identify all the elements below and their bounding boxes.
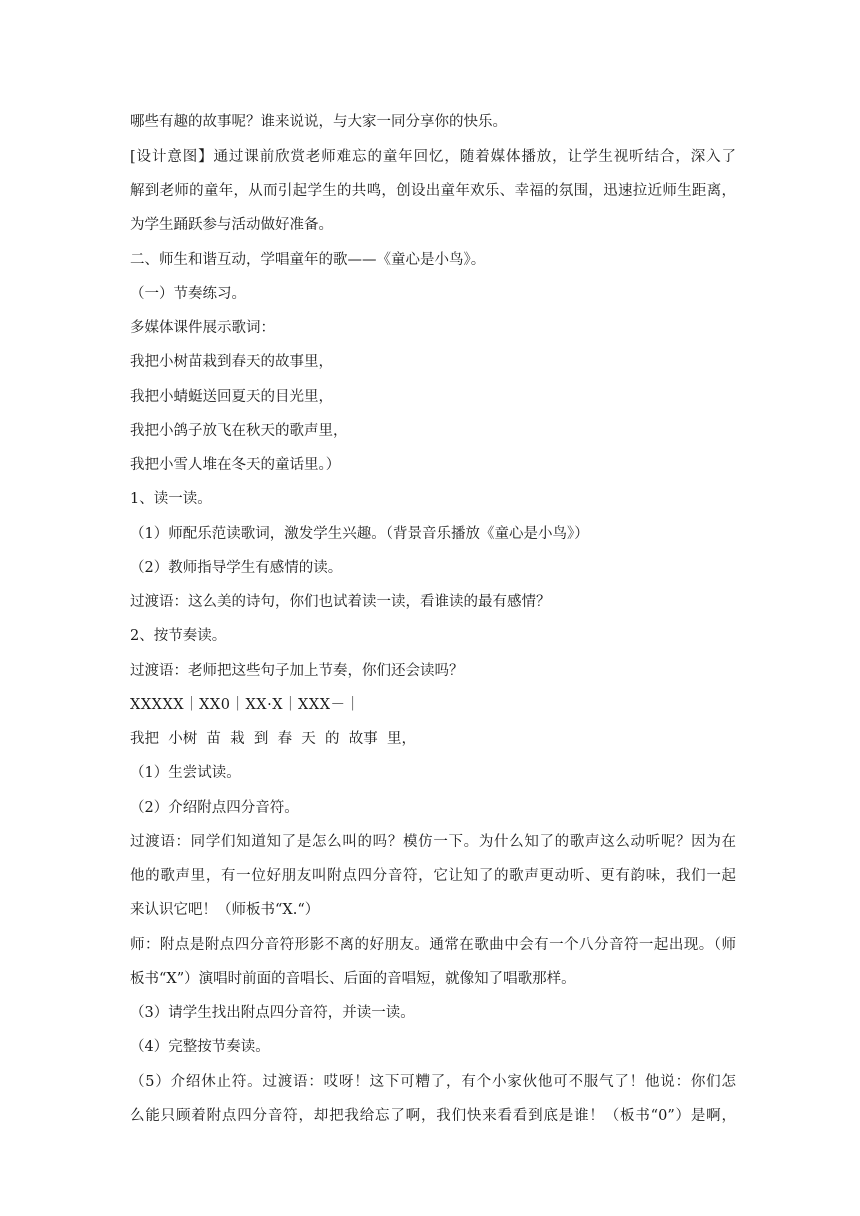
rhythm-notation: XXXXX｜XX0｜XX·X｜XXX－｜ xyxy=(130,697,361,713)
text-line: [设计意图】通过课前欣赏老师难忘的童年回忆，随着媒体播放，让学生视听结合，深入了 xyxy=(130,149,736,165)
text-line: （2）介绍附点四分音符。 xyxy=(130,800,299,816)
text-line: （1）生尝试读。 xyxy=(130,765,241,781)
text-line: 么能只顾着附点四分音符，却把我给忘了啊，我们快来看看到底是谁！（板书“0”）是啊， xyxy=(130,1108,736,1124)
text-line: （4）完整按节奏读。 xyxy=(130,1039,270,1055)
rhythm-lyrics: 我把 小树 苗 栽 到 春 天 的 故事 里， xyxy=(130,731,416,747)
lyric-line: 我把小蜻蜓送回夏天的目光里， xyxy=(130,389,333,405)
text-line: 解到老师的童年，从而引起学生的共鸣，创设出童年欢乐、幸福的氛围，迅速拉近师生距离， xyxy=(130,183,736,199)
text-line: 过渡语：这么美的诗句，你们也试着读一读，看谁读的最有感情？ xyxy=(130,594,551,610)
section-heading: 二、师生和谐互动，学唱童年的歌——《童心是小鸟》。 xyxy=(130,252,486,268)
subsection-heading: （一）节奏练习。 xyxy=(130,286,246,302)
text-line: （2）教师指导学生有感情的读。 xyxy=(130,560,343,576)
text-line: （1）师配乐范读歌词，激发学生兴趣。（背景音乐播放《童心是小鸟》） xyxy=(130,526,589,542)
text-line: 板书“X”）演唱时前面的音唱长、后面的音唱短，就像知了唱歌那样。 xyxy=(130,971,576,987)
text-line: 他的歌声里，有一位好朋友叫附点四分音符，它让知了的歌声更动听、更有韵味，我们一起 xyxy=(130,868,736,884)
text-line: 过渡语：同学们知道知了是怎么叫的吗？模仿一下。为什么知了的歌声这么动听呢？因为在 xyxy=(130,834,736,850)
text-line: 来认识它吧！（师板书“X.“） xyxy=(130,902,320,918)
text-line: 过渡语：老师把这些句子加上节奏，你们还会读吗？ xyxy=(130,663,464,679)
lyric-line: 我把小树苗栽到春天的故事里， xyxy=(130,354,333,370)
text-line: （3）请学生找出附点四分音符，并读一读。 xyxy=(130,1005,415,1021)
text-line: 多媒体课件展示歌词： xyxy=(130,320,275,336)
step-heading: 2、按节奏读。 xyxy=(130,628,227,644)
text-line: 为学生踊跃参与活动做好准备。 xyxy=(130,217,333,233)
lyric-line: 我把小鸽子放飞在秋天的歌声里， xyxy=(130,423,348,439)
text-line: 师：附点是附点四分音符形影不离的好朋友。通常在歌曲中会有一个八分音符一起出现。（师 xyxy=(130,937,736,953)
step-heading: 1、读一读。 xyxy=(130,491,212,507)
text-line: （5）介绍休止符。过渡语：哎呀！这下可糟了，有个小家伙他可不服气了！他说：你们怎 xyxy=(130,1074,736,1090)
text-line: 哪些有趣的故事呢？谁来说说，与大家一同分享你的快乐。 xyxy=(130,114,507,130)
lyric-line: 我把小雪人堆在冬天的童话里。） xyxy=(130,457,341,473)
